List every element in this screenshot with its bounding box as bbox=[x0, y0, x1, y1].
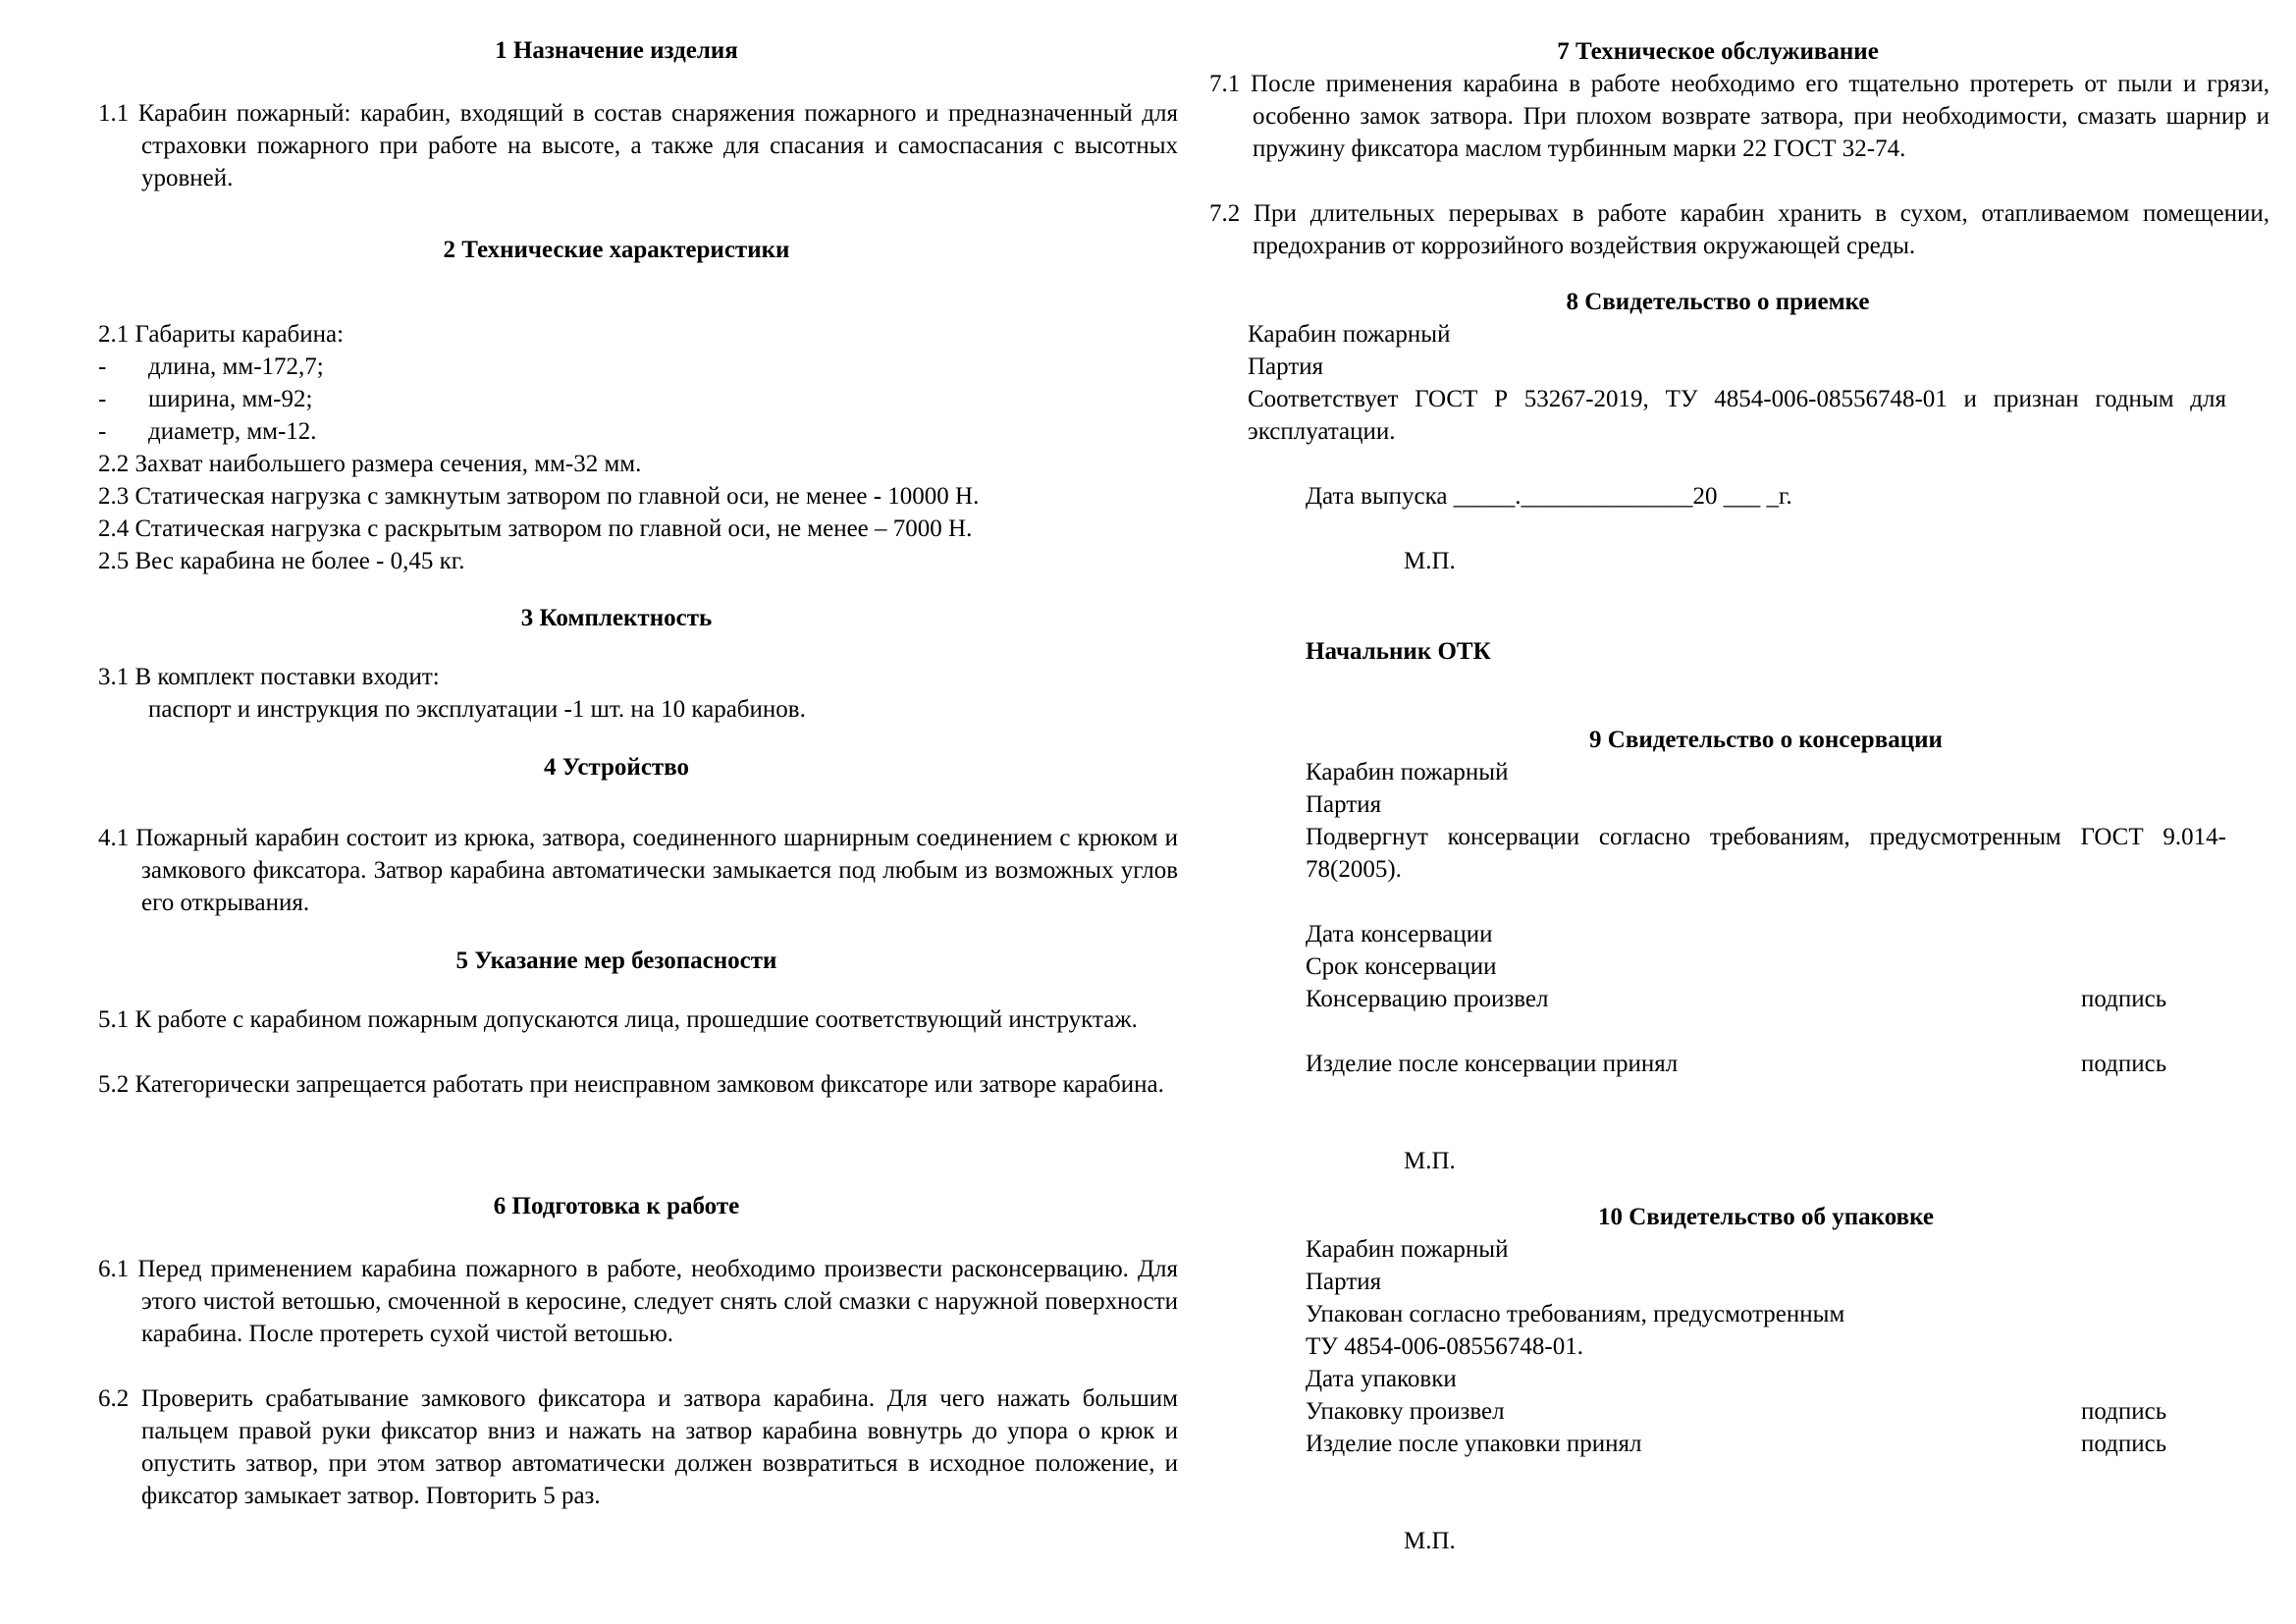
bullet-dash: - bbox=[98, 386, 107, 412]
section-3-title: 3 Комплектность bbox=[520, 605, 713, 631]
packing-product: Карабин пожарный bbox=[1306, 1236, 1509, 1263]
spec-2-4: 2.4 Статическая нагрузка с раскрытым затвором по главной оси, не менее – 7000 Н. bbox=[98, 515, 973, 542]
spec-2-5: 2.5 Вес карабина не более - 0,45 кг. bbox=[98, 548, 465, 574]
section-1-title: 1 Назначение изделия bbox=[495, 37, 738, 64]
signature-placeholder: подпись bbox=[2081, 1431, 2167, 1457]
packing-date-label: Дата упаковки bbox=[1306, 1366, 1457, 1392]
bullet-dash: - bbox=[98, 418, 107, 445]
para-4-1: 4.1 Пожарный карабин состоит из крюка, затвора, соединенного шарнирным соединением с крюком и замкового фиксатора. Затвор карабина автоматически замыкается под любым из возможных углов его открывания. bbox=[98, 825, 1178, 916]
spec-length: длина, мм-172,7; bbox=[148, 353, 324, 380]
section-5-title: 5 Указание мер безопасности bbox=[455, 947, 777, 974]
acceptance-product: Карабин пожарный bbox=[1248, 321, 1451, 348]
spec-2-2: 2.2 Захват наибольшего размера сечения, мм-32 мм. bbox=[98, 451, 642, 477]
bullet-dash: - bbox=[98, 353, 107, 380]
acceptance-batch: Партия bbox=[1248, 353, 1324, 380]
section-4-title: 4 Устройство bbox=[543, 754, 690, 781]
spec-diameter: диаметр, мм-12. bbox=[148, 418, 317, 445]
spec-width: ширина, мм-92; bbox=[148, 386, 313, 412]
conservation-date-label: Дата консервации bbox=[1306, 921, 1493, 947]
spec-2-3: 2.3 Статическая нагрузка с замкнутым затвором по главной оси, не менее - 10000 Н. bbox=[98, 483, 980, 510]
section-9-title: 9 Свидетельство о консервации bbox=[1589, 727, 1943, 753]
para-7-2: 7.2 При длительных перерывах в работе карабин хранить в сухом, отапливаемом помещении, предохранив от коррозийного воздействия окружающей среды. bbox=[1209, 200, 2269, 259]
conservation-batch: Партия bbox=[1306, 791, 1382, 818]
packing-spec: ТУ 4854-006-08556748-01. bbox=[1306, 1333, 1583, 1360]
packing-accepted-label: Изделие после упаковки принял bbox=[1306, 1431, 1642, 1457]
signature-placeholder: подпись bbox=[2081, 986, 2167, 1012]
spec-2-1: 2.1 Габариты карабина: bbox=[98, 321, 345, 348]
para-6-1: 6.1 Перед применением карабина пожарного в работе, необходимо произвести расконсервацию. Для этого чистой ветошью, смоченной в керосине, следует снять слой смазки с наружной поверхности карабина. После протереть сухой чистой ветошью. bbox=[98, 1256, 1178, 1347]
signature-placeholder: подпись bbox=[2081, 1398, 2167, 1425]
section-6-title: 6 Подготовка к работе bbox=[493, 1193, 740, 1219]
conservation-product: Карабин пожарный bbox=[1306, 759, 1509, 785]
para-5-1: 5.1 К работе с карабином пожарным допускаются лица, прошедшие соответствующий инструктаж. bbox=[98, 1006, 1138, 1033]
para-6-2: 6.2 Проверить срабатывание замкового фиксатора и затвора карабина. Для чего нажать большим пальцем правой руки фиксатор вниз и нажать на затвор карабина вовнутрь до упора о крюк и опустить затвор, при этом затвор автоматически должен возвратиться в исходное положение, и фиксатор замыкает затвор. Повторить 5 раз. bbox=[98, 1385, 1178, 1509]
para-7-1: 7.1 После применения карабина в работе необходимо его тщательно протереть от пыли и грязи, особенно замок затвора. При плохом возврате затвора, при необходимости, смазать шарнир и пружину фиксатора маслом турбинным марки 22 ГОСТ 32-74. bbox=[1209, 71, 2269, 162]
para-1-1: 1.1 Карабин пожарный: карабин, входящий в состав снаряжения пожарного и предназначенный для страховки пожарного при работе на высоте, а также для спасания и самоспасания с высотных уровней. bbox=[98, 100, 1178, 191]
release-date-field: Дата выпуска _____.______________20 ___ _г. bbox=[1306, 483, 1792, 510]
stamp-placeholder: М.П. bbox=[1404, 1148, 1456, 1174]
conservation-accepted-label: Изделие после консервации принял bbox=[1306, 1051, 1679, 1077]
otk-head-label: Начальник ОТК bbox=[1306, 638, 1491, 665]
para-5-2: 5.2 Категорически запрещается работать при неисправном замковом фиксаторе или затворе карабина. bbox=[98, 1071, 1164, 1098]
section-7-title: 7 Техническое обслуживание bbox=[1557, 38, 1879, 65]
packing-text: Упакован согласно требованиям, предусмотренным bbox=[1306, 1301, 1845, 1327]
conservation-text: Подвергнут консервации согласно требованиям, предусмотренным ГОСТ 9.014-78(2005). bbox=[1306, 824, 2226, 883]
signature-placeholder: подпись bbox=[2081, 1051, 2167, 1077]
section-2-title: 2 Технические характеристики bbox=[443, 237, 790, 263]
section-10-title: 10 Свидетельство об упаковке bbox=[1597, 1204, 1935, 1230]
section-8-title: 8 Свидетельство о приемке bbox=[1566, 289, 1870, 315]
packing-performed-label: Упаковку произвел bbox=[1306, 1398, 1505, 1425]
completeness-item: паспорт и инструкция по эксплуатации -1 шт. на 10 карабинов. bbox=[148, 696, 806, 723]
acceptance-compliance: Соответствует ГОСТ Р 53267-2019, ТУ 4854-006-08556748-01 и признан годным для эксплуатации. bbox=[1248, 386, 2226, 445]
packing-batch: Партия bbox=[1306, 1269, 1382, 1295]
completeness-3-1: 3.1 В комплект поставки входит: bbox=[98, 664, 440, 690]
conservation-term-label: Срок консервации bbox=[1306, 953, 1497, 980]
conservation-performed-label: Консервацию произвел bbox=[1306, 986, 1549, 1012]
stamp-placeholder: М.П. bbox=[1404, 548, 1456, 574]
stamp-placeholder: М.П. bbox=[1404, 1528, 1456, 1554]
